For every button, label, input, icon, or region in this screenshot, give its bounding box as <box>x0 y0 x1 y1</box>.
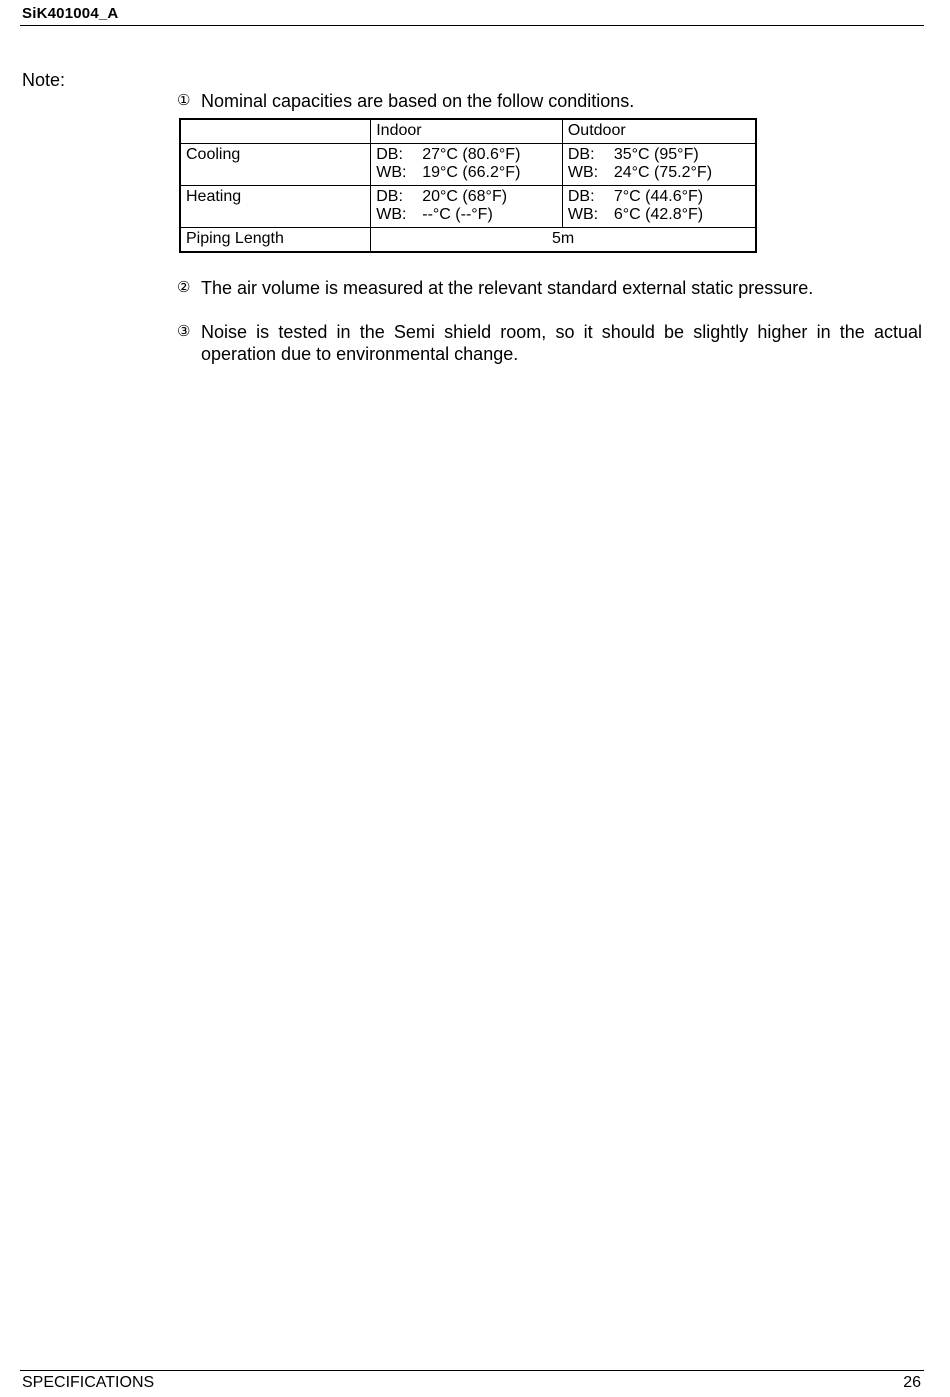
cell-piping-value: 5m <box>371 228 756 253</box>
heating-indoor-db-value: 20°C (68°F) <box>422 188 508 205</box>
header-divider <box>20 25 924 26</box>
note-item-1 <box>177 90 922 112</box>
header-cell-outdoor: Outdoor <box>562 119 756 144</box>
heating-outdoor-db-key: DB: <box>567 188 595 205</box>
table-row-piping <box>180 228 756 253</box>
cell-cooling-indoor <box>371 144 563 186</box>
note-label: Note: <box>22 70 66 90</box>
table-header-row <box>180 119 756 144</box>
header-cell-indoor: Indoor <box>371 119 563 144</box>
footer-section-title: SPECIFICATIONS <box>22 1374 155 1391</box>
cooling-indoor-wb-value: 19°C (66.2°F) <box>422 164 521 181</box>
cooling-outdoor-wb-value: 24°C (75.2°F) <box>613 164 713 181</box>
header-cell-empty <box>180 119 371 144</box>
cooling-indoor-db-value: 27°C (80.6°F) <box>422 146 521 163</box>
row-label-cooling: Cooling <box>180 144 371 186</box>
note-item-3 <box>177 321 922 365</box>
heating-outdoor-wb-key: WB: <box>567 206 599 223</box>
cooling-outdoor-db-key: DB: <box>567 146 595 163</box>
cooling-indoor-db-key: DB: <box>376 146 403 163</box>
row-label-heating: Heating <box>180 186 371 228</box>
cooling-indoor-wb-key: WB: <box>376 164 407 181</box>
cell-heating-outdoor <box>562 186 756 228</box>
document-code: SiK401004_A <box>22 5 119 22</box>
note-text-2: The air volume is measured at the relevant standard external static pressure. <box>201 278 814 298</box>
cooling-outdoor-db-value: 35°C (95°F) <box>613 146 699 163</box>
table-row-heating <box>180 186 756 228</box>
note-marker-1: ① <box>177 92 191 109</box>
cell-cooling-outdoor <box>562 144 756 186</box>
heating-indoor-db-key: DB: <box>376 188 403 205</box>
cooling-outdoor-wb-key: WB: <box>567 164 599 181</box>
note-text-1: Nominal capacities are based on the follow conditions. <box>201 91 635 111</box>
heating-indoor-wb-value: --°C (--°F) <box>422 206 493 223</box>
table-row-cooling <box>180 144 756 186</box>
heating-outdoor-wb-value: 6°C (42.8°F) <box>613 206 704 223</box>
heating-outdoor-db-value: 7°C (44.6°F) <box>613 188 704 205</box>
note-item-2 <box>177 277 922 299</box>
note-marker-2: ② <box>177 279 191 296</box>
note-marker-3: ③ <box>177 323 191 340</box>
conditions-table <box>179 118 757 253</box>
note-text-3: Noise is tested in the Semi shield room, so it should be slightly higher in the actual operation due to environmental change. <box>201 322 922 364</box>
page-number: 26 <box>903 1374 921 1391</box>
cell-heating-indoor <box>371 186 563 228</box>
footer-divider <box>20 1370 924 1371</box>
row-label-piping: Piping Length <box>180 228 371 253</box>
heating-indoor-wb-key: WB: <box>376 206 407 223</box>
